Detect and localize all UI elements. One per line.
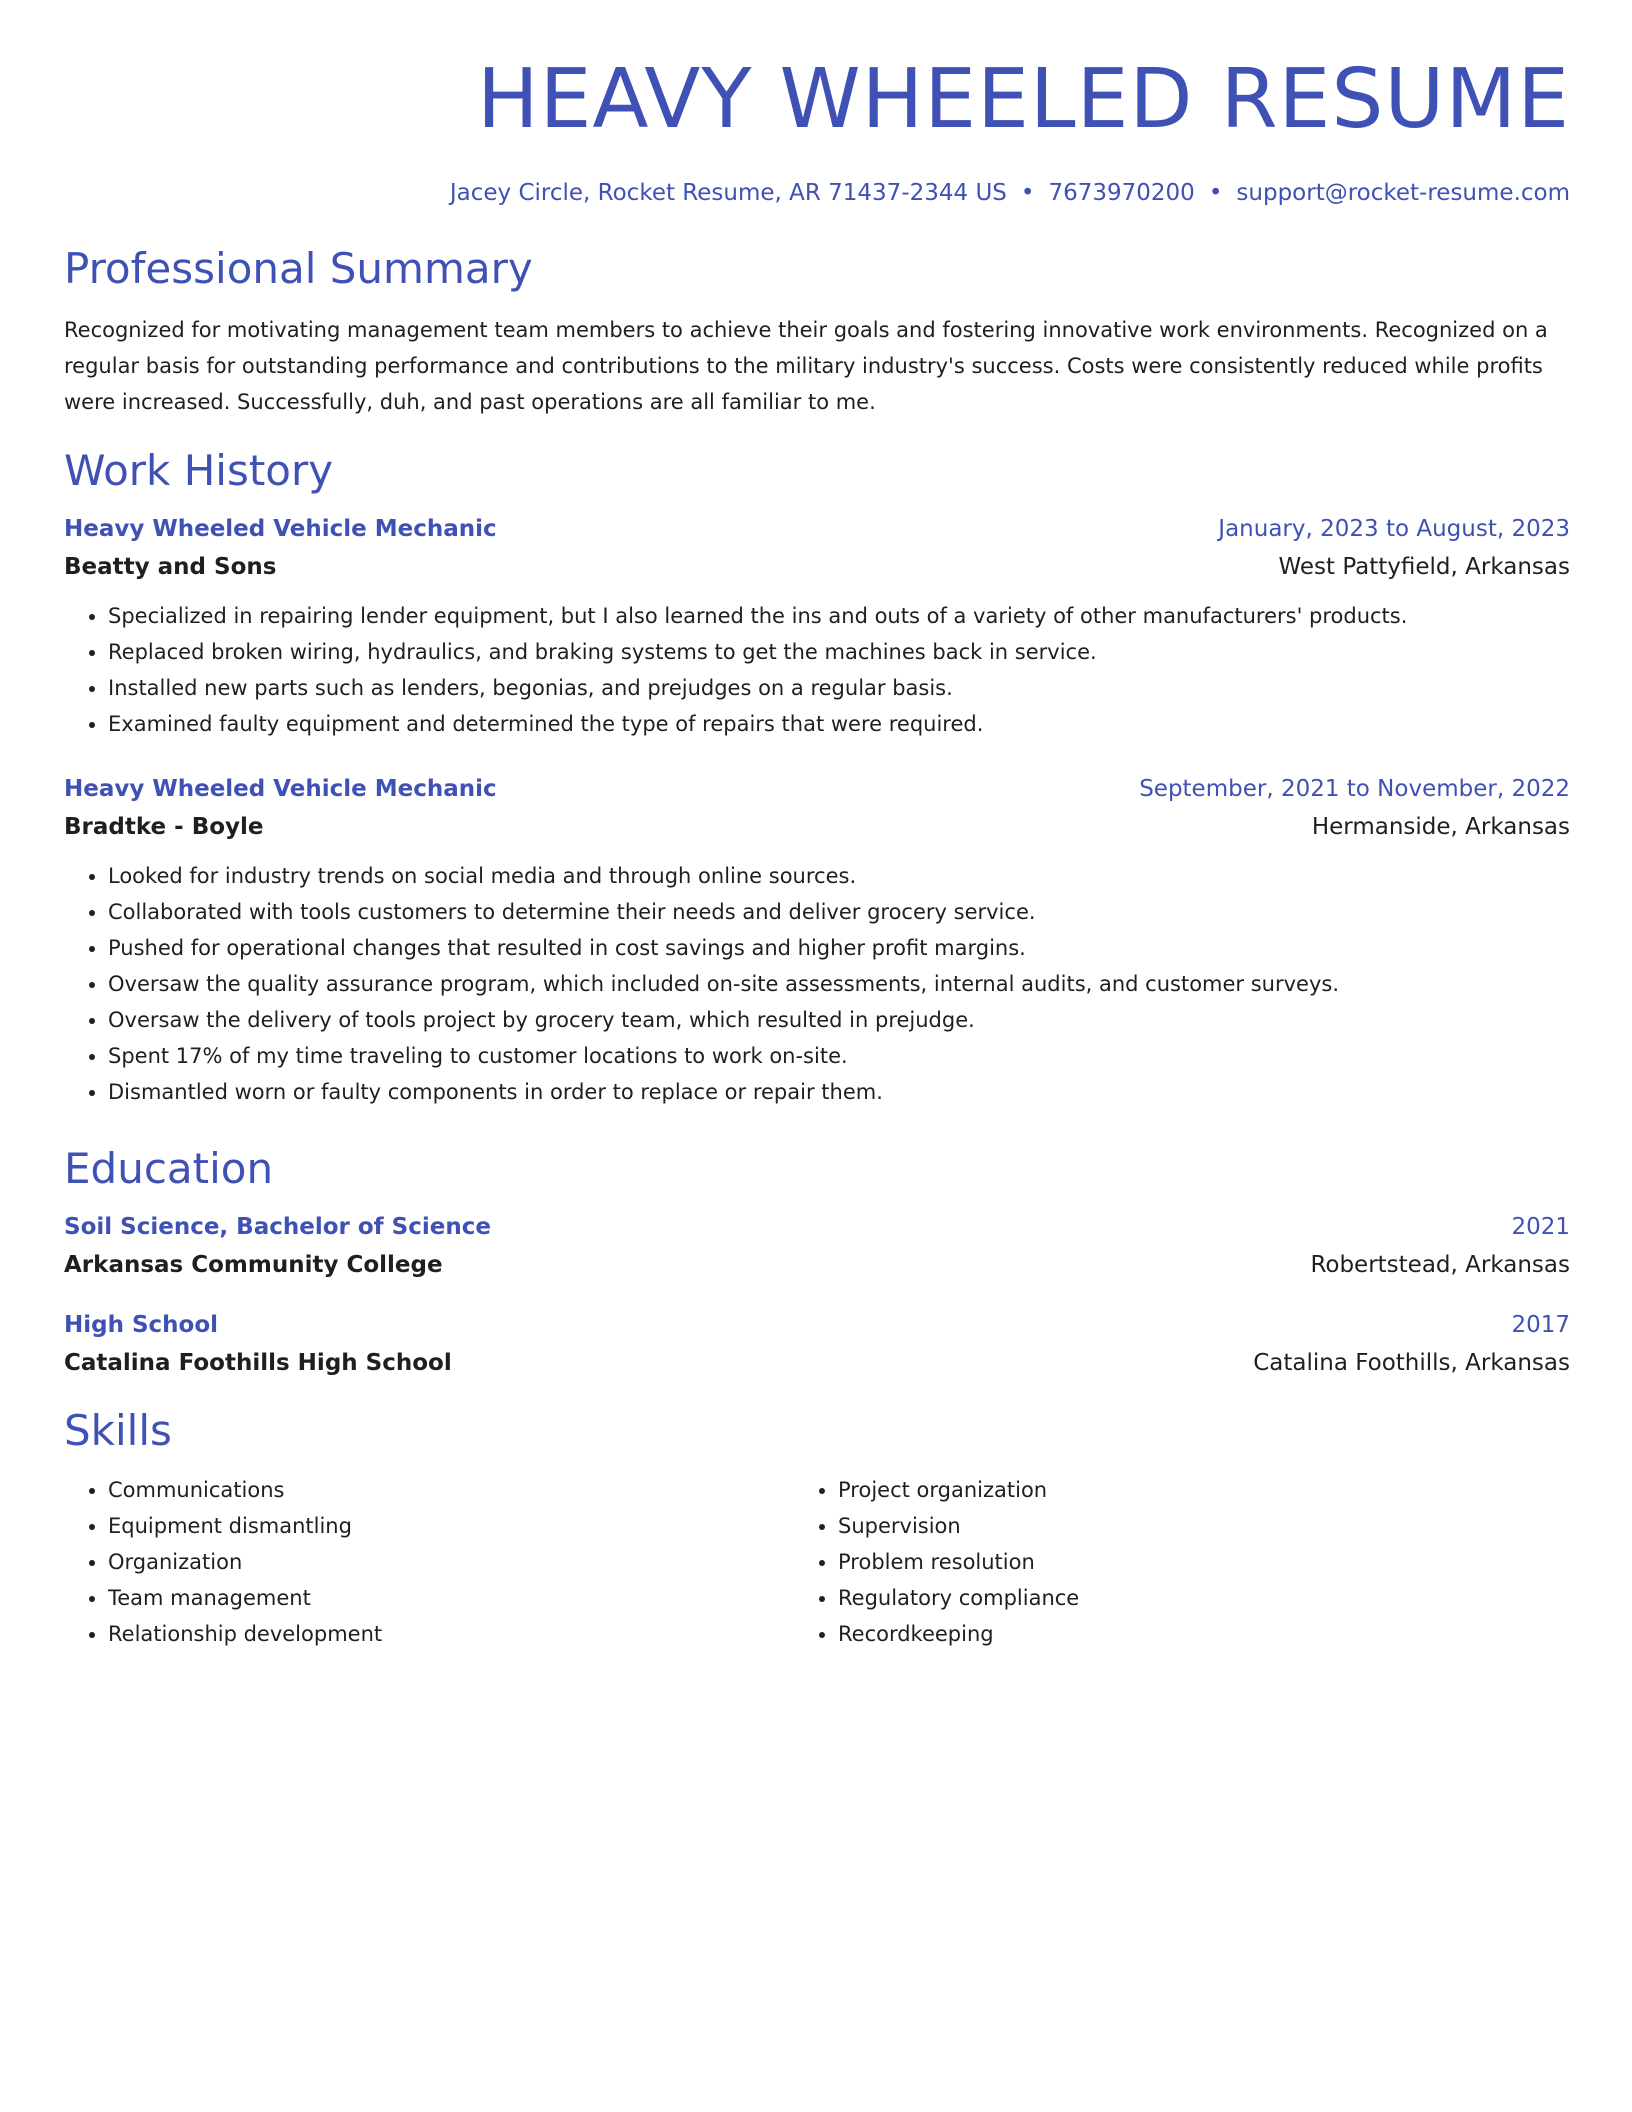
contact-address: Jacey Circle, Rocket Resume, AR 71437-2344 US	[449, 180, 1007, 206]
contact-phone: 7673970200	[1048, 180, 1195, 206]
education-year: 2017	[1511, 1312, 1570, 1338]
contact-line	[64, 180, 1570, 206]
contact-separator: •	[1020, 180, 1035, 206]
job-bullet: • Spent 17% of my time traveling to customer locations to work on-site.	[108, 1038, 1570, 1074]
job-bullets	[64, 858, 1570, 1110]
job-location: West Pattyfield, Arkansas	[1278, 554, 1570, 580]
education-school: Arkansas Community College	[64, 1252, 443, 1278]
job-title-row	[64, 516, 1570, 542]
job-title-row	[64, 776, 1570, 802]
education-school-row	[64, 1252, 1570, 1278]
job-dates: September, 2021 to November, 2022	[1139, 776, 1570, 802]
job-employer-row	[64, 554, 1570, 580]
job-bullets	[64, 598, 1570, 742]
job-employer-row	[64, 814, 1570, 840]
skill-item: • Communications	[108, 1472, 794, 1508]
job-bullet: • Oversaw the quality assurance program, which included on-site assessments, internal audits, and customer surveys.	[108, 966, 1570, 1002]
job-bullet: • Looked for industry trends on social media and through online sources.	[108, 858, 1570, 894]
section-heading-work: Work History	[64, 446, 334, 495]
job-employer: Bradtke - Boyle	[64, 814, 264, 840]
education-degree: High School	[64, 1312, 219, 1338]
skill-item: • Relationship development	[108, 1616, 794, 1652]
skill-item: • Recordkeeping	[838, 1616, 1524, 1652]
job-bullet: • Collaborated with tools customers to determine their needs and deliver grocery service.	[108, 894, 1570, 930]
job-bullet: • Dismantled worn or faulty components in order to replace or repair them.	[108, 1074, 1570, 1110]
skill-item: • Organization	[108, 1544, 794, 1580]
job-title: Heavy Wheeled Vehicle Mechanic	[64, 776, 497, 802]
contact-separator: •	[1208, 180, 1223, 206]
education-degree: Soil Science, Bachelor of Science	[64, 1214, 491, 1240]
job-entry	[64, 516, 1570, 742]
skill-item: • Team management	[108, 1580, 794, 1616]
education-entry	[64, 1312, 1570, 1376]
skill-item: • Problem resolution	[838, 1544, 1524, 1580]
job-title: Heavy Wheeled Vehicle Mechanic	[64, 516, 497, 542]
job-employer: Beatty and Sons	[64, 554, 277, 580]
job-dates: January, 2023 to August, 2023	[1218, 516, 1570, 542]
job-location: Hermanside, Arkansas	[1311, 814, 1570, 840]
skills-column-right	[794, 1472, 1524, 1652]
education-degree-row	[64, 1214, 1570, 1240]
education-location: Catalina Foothills, Arkansas	[1253, 1350, 1570, 1376]
education-school: Catalina Foothills High School	[64, 1350, 452, 1376]
education-year: 2021	[1511, 1214, 1570, 1240]
job-bullet: • Installed new parts such as lenders, begonias, and prejudges on a regular basis.	[108, 670, 1570, 706]
skills-column-left	[64, 1472, 794, 1652]
education-location: Robertstead, Arkansas	[1310, 1252, 1570, 1278]
job-bullet: • Oversaw the delivery of tools project by grocery team, which resulted in prejudge.	[108, 1002, 1570, 1038]
education-entry	[64, 1214, 1570, 1278]
job-bullet: • Specialized in repairing lender equipment, but I also learned the ins and outs of a variety of other manufacturers' products.	[108, 598, 1570, 634]
job-bullet: • Examined faulty equipment and determined the type of repairs that were required.	[108, 706, 1570, 742]
section-heading-skills: Skills	[64, 1406, 172, 1455]
section-heading-summary: Professional Summary	[64, 244, 533, 293]
skill-item: • Project organization	[838, 1472, 1524, 1508]
skill-item: • Supervision	[838, 1508, 1524, 1544]
job-entry	[64, 776, 1570, 1110]
skill-item: • Regulatory compliance	[838, 1580, 1524, 1616]
summary-text: Recognized for motivating management team members to achieve their goals and fostering innovative work environments. Recognized on a regular basis for outstanding performance and contributions to the military industry's success. Costs were consistently reduced while profits were increased. Successfully, duh, and past operations are all familiar to me.	[64, 318, 1548, 414]
skills-list	[64, 1472, 1570, 1652]
job-bullet: • Pushed for operational changes that resulted in cost savings and higher profit margins.	[108, 930, 1570, 966]
job-bullet: • Replaced broken wiring, hydraulics, and braking systems to get the machines back in service.	[108, 634, 1570, 670]
education-degree-row	[64, 1312, 1570, 1338]
contact-email: support@rocket-resume.com	[1236, 180, 1570, 206]
section-heading-education: Education	[64, 1144, 274, 1193]
resume-name: HEAVY WHEELED RESUME	[476, 52, 1570, 147]
skill-item: • Equipment dismantling	[108, 1508, 794, 1544]
education-school-row	[64, 1350, 1570, 1376]
